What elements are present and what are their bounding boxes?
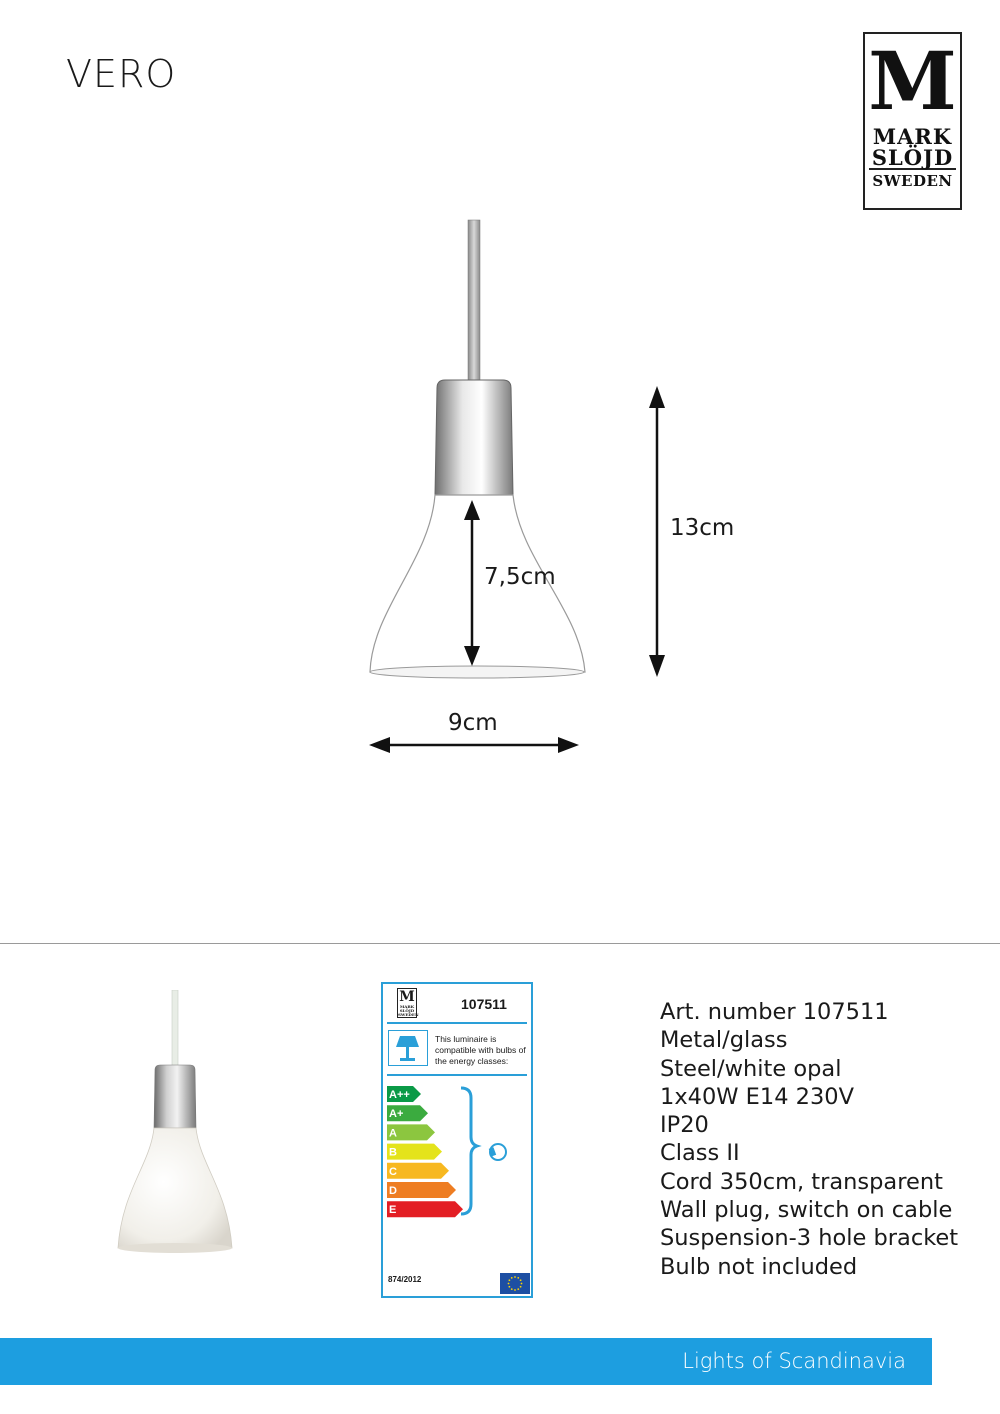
- energy-class-bars: [387, 1082, 533, 1222]
- dimension-total-height: 13cm: [670, 515, 735, 541]
- energy-class-label: A: [389, 1127, 397, 1140]
- dimension-shade-height: 7,5cm: [484, 564, 556, 590]
- product-title: VERO: [66, 52, 177, 96]
- spec-line: Steel/white opal: [660, 1055, 842, 1082]
- energy-class-bar: [387, 1182, 456, 1198]
- arrow-total-bottom: [649, 655, 665, 677]
- lamp-icon: [388, 1030, 428, 1066]
- footer-tagline: Lights of Scandinavia: [682, 1349, 906, 1373]
- logo-line-slojd: SLÖJD: [871, 145, 954, 170]
- energy-bracket: [461, 1088, 477, 1214]
- spec-line: Art. number 107511: [660, 999, 889, 1025]
- section-divider: [0, 943, 1000, 944]
- energy-label-logo: [397, 988, 417, 1018]
- spec-line: IP20: [660, 1112, 709, 1139]
- spec-line: Suspension-3 hole bracket: [660, 1225, 959, 1252]
- logo-letter: M: [868, 34, 957, 128]
- energy-label: [381, 982, 533, 1298]
- spec-line: Class II: [660, 1140, 740, 1167]
- energy-label-regulation: 874/2012: [388, 1275, 422, 1284]
- energy-label-compat-text: This luminaire is compatible with bulbs of the energy classes:: [435, 1034, 526, 1066]
- energy-label-rule-top: [387, 1022, 527, 1024]
- energy-label-logo-sweden: SWEDEN: [398, 1012, 419, 1017]
- spec-line: Wall plug, switch on cable: [660, 1197, 953, 1224]
- energy-class-label: A++: [389, 1089, 410, 1101]
- spec-line: Cord 350cm, transparent: [660, 1168, 943, 1195]
- energy-class-label: E: [389, 1204, 397, 1217]
- arrow-width-right: [558, 737, 579, 753]
- spec-line: 1x40W E14 230V: [660, 1083, 854, 1110]
- drawing-socket: [435, 380, 513, 495]
- arrow-width-left: [369, 737, 390, 753]
- spec-line: Bulb not included: [660, 1253, 858, 1280]
- drawing-cord: [468, 220, 480, 380]
- dimension-width: 9cm: [448, 710, 498, 736]
- product-photo: [110, 990, 240, 1260]
- drawing-shade-rim: [370, 666, 584, 678]
- energy-label-logo-letter: M: [399, 989, 415, 1005]
- eu-flag-icon: [500, 1273, 530, 1294]
- energy-label-logo-slojd: SLÖJD: [399, 1008, 415, 1013]
- arrow-total-top: [649, 386, 665, 408]
- bulb-icon: [489, 1144, 506, 1160]
- energy-label-logo-mark: MARK: [399, 1004, 415, 1009]
- energy-class-bar: [387, 1201, 463, 1217]
- energy-class-label: D: [389, 1185, 397, 1197]
- energy-label-article-number: 107511: [461, 996, 507, 1012]
- spec-line: Metal/glass: [660, 1027, 788, 1054]
- product-specs: [660, 998, 958, 1281]
- footer-bar: [0, 1338, 932, 1385]
- energy-class-label: B: [389, 1146, 397, 1159]
- logo-line-mark: MARK: [872, 124, 953, 149]
- energy-class-label: C: [389, 1165, 397, 1178]
- logo-line-sweden: SWEDEN: [872, 172, 953, 190]
- energy-label-rule-mid: [387, 1074, 527, 1076]
- energy-class-label: A+: [389, 1108, 404, 1121]
